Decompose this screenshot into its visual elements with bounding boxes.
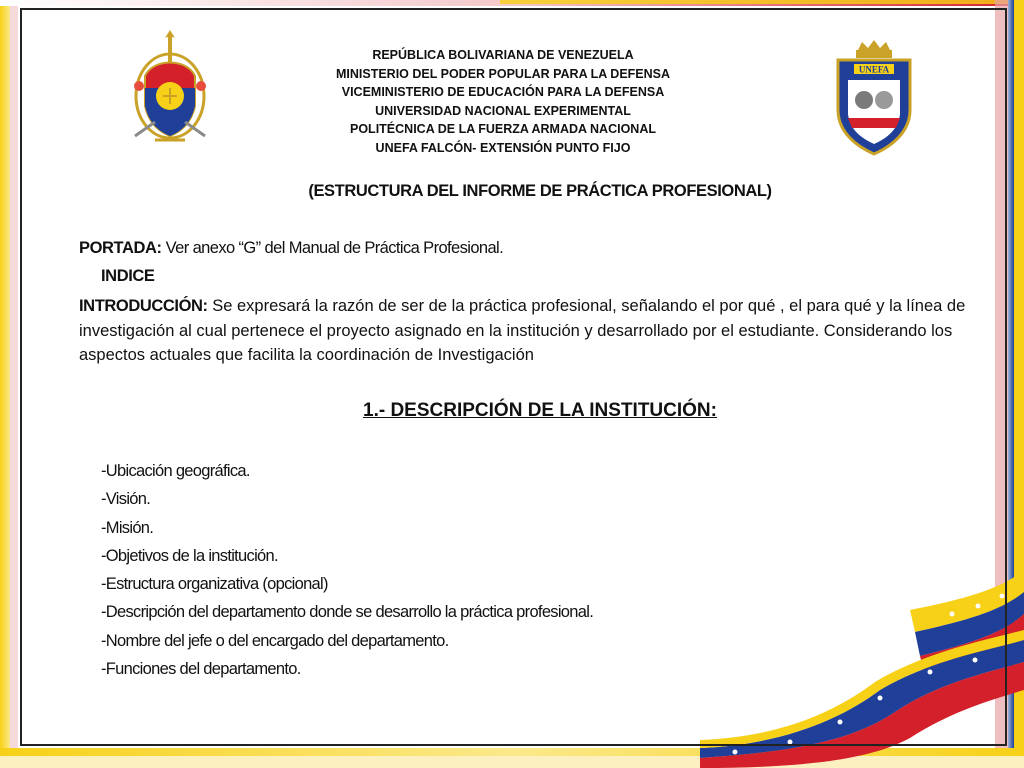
unefa-shield-emblem xyxy=(832,40,916,156)
header-line: REPÚBLICA BOLIVARIANA DE VENEZUELA xyxy=(372,48,634,62)
header-line: UNEFA FALCÓN- EXTENSIÓN PUNTO FIJO xyxy=(375,140,631,155)
header-line: MINISTERIO DEL PODER POPULAR PARA LA DEFENSA xyxy=(335,66,671,81)
introduccion-label: INTRODUCCIÓN: xyxy=(79,297,208,315)
institution-items-list xyxy=(101,457,593,683)
header-line: VICEMINISTERIO DE EDUCACIÓN PARA LA DEFENSA xyxy=(341,85,665,100)
indice-line xyxy=(101,267,155,286)
coat-of-arms-emblem xyxy=(125,26,215,152)
header-line: UNIVERSIDAD NACIONAL EXPERIMENTAL xyxy=(375,103,631,118)
header-line: POLITÉCNICA DE LA FUERZA ARMADA NACIONAL xyxy=(350,122,656,137)
list-item: -Nombre del jefe o del encargado del departamento. xyxy=(101,631,449,650)
list-item: -Visión. xyxy=(101,490,151,509)
list-item: -Objetivos de la institución. xyxy=(101,546,278,565)
list-item: -Descripción del departamento donde se desarrollo la práctica profesional. xyxy=(101,603,594,622)
introduccion-paragraph xyxy=(79,294,1004,368)
list-item: -Ubicación geográfica. xyxy=(101,462,250,480)
list-item: -Estructura organizativa (opcional) xyxy=(101,575,328,594)
unefa-banner-text: UNEFA xyxy=(858,64,890,75)
portada-label: PORTADA: xyxy=(79,239,162,257)
indice-label: INDICE xyxy=(101,267,155,285)
institution-header xyxy=(250,46,756,158)
portada-text: Ver anexo “G” del Manual de Práctica Profesional. xyxy=(161,239,504,257)
list-item: -Funciones del departamento. xyxy=(101,660,301,679)
section-title: 1.- DESCRIPCIÓN DE LA INSTITUCIÓN: xyxy=(363,400,717,421)
introduccion-text: Se expresará la razón de ser de la práctica profesional, señalando el por qué , el para qué y la línea de investigación al cual pertenece el proyecto asignado en la institución y desarrollado por el estudiante. Considerando los aspectos actuales que facilita la coordinación de Investigación xyxy=(79,297,966,364)
document-subtitle: (ESTRUCTURA DEL INFORME DE PRÁCTICA PROFESIONAL) xyxy=(308,182,772,200)
portada-line xyxy=(79,239,503,258)
list-item: -Misión. xyxy=(101,518,154,537)
